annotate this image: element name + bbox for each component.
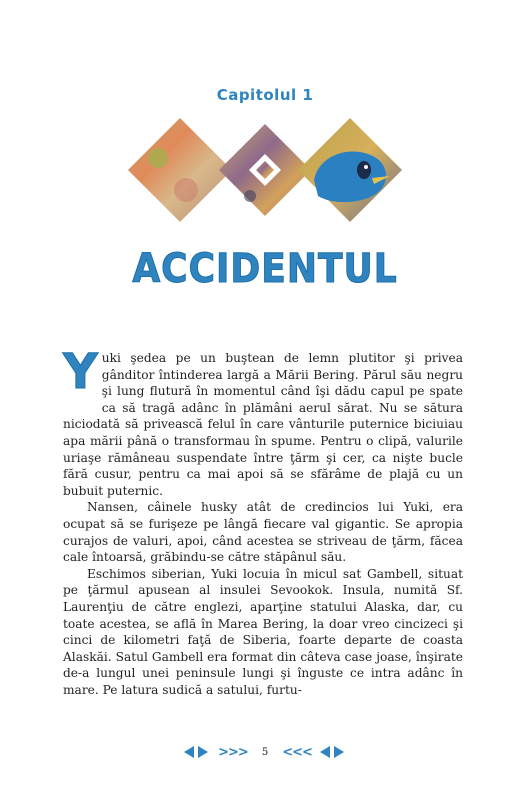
chapter-label: Capitolul 1: [216, 86, 314, 104]
paragraph: Nansen, câinele husky atât de credincios lui Yuki, era ocupat să se furişeze pe lângă fiecare val gigantic. Se apropia curajos de valuri, apoi, când acestea se striveau de ţărm, făcea cale întoarsă, grăbindu-se către stăpânul său.: [63, 500, 463, 565]
body-text: [63, 344, 463, 698]
drop-cap: Y: [63, 344, 98, 400]
right-arrow-pair-icon: [320, 746, 346, 758]
left-diamond: [128, 118, 232, 222]
paragraph: [63, 344, 463, 499]
chevrons-left-icon: <<<: [282, 744, 312, 760]
paragraph: Eschimos siberian, Yuki locuia în micul sat Gambell, situat pe ţărmul apusean al insulei Sevookok. Insula, numită Sf. Laurenţiu de către englezi, aparţine statului Alaska, dar, cu toate acestea, se află în Marea Bering, la doar vreo cincizeci şi cinci de kilometri faţă de Siberia, foarte departe de coasta Alaskăi. Satul Gambell era format din câteva case joase, înşirate de-a lungul unei peninsule lungi şi înguste ce intra adânc în mare. Pe latura sudică a satului, furtu-: [63, 566, 463, 697]
left-arrow-pair-icon: [184, 746, 210, 758]
diamond-illustration: [128, 118, 402, 222]
page-footer: [0, 742, 530, 762]
page-number: 5: [261, 746, 269, 758]
chevrons-right-icon: >>>: [218, 744, 248, 760]
paragraph-text: uki şedea pe un buştean de lemn plutitor şi privea gânditor întinderea largă a Mării Bering. Părul său negru şi lung flutură în momentul când îşi dădu capul pe spate ca să tragă adânc în plămâni aerul sărat. Nu se sătura niciodată să privească felul în care vânturile puternice biciuiau apa mării până o transformau în spume. Pentru o clipă, valurile uriaşe rămâneau suspendate între ţărm şi cer, ca nişte bucle fără cusur, pentru ca mai apoi să se sfărâme de plajă cu un bubuit puternic.: [63, 351, 463, 498]
chapter-title: ACCIDENTUL: [132, 246, 398, 292]
